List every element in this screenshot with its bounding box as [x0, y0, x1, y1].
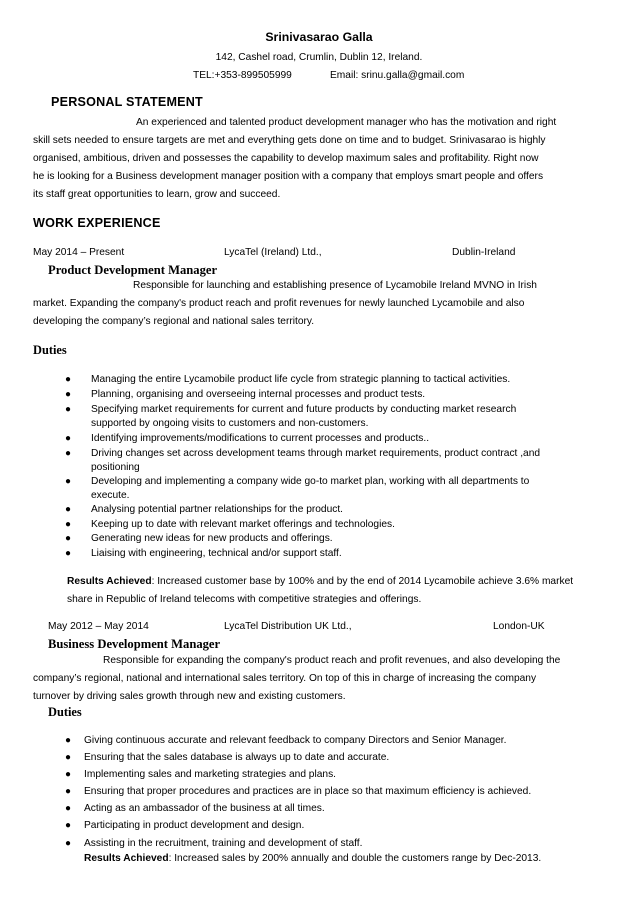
duty-item: Implementing sales and marketing strategies and plans. — [84, 769, 336, 780]
duty-item: Ensuring that proper procedures and practices are in place so that maximum efficiency is achieved. — [84, 786, 532, 797]
results-label: Results Achieved — [67, 576, 152, 587]
duty-item: Identifying improvements/modifications to current processes and products.. — [91, 433, 430, 444]
job-summary-line: company’s regional, national and international sales territory. On top of this in charge of increasing the company — [33, 673, 537, 684]
duty-item-continuation: positioning — [91, 462, 140, 473]
job-company: LycaTel Distribution UK Ltd., — [224, 621, 352, 632]
bullet-icon: ● — [65, 433, 72, 444]
bullet-icon: ● — [65, 533, 72, 544]
results-achieved — [84, 853, 541, 864]
bullet-icon: ● — [65, 448, 72, 459]
results-text: : Increased sales by 200% annually and double the customers range by Dec-2013. — [168, 853, 542, 864]
duty-item: Assisting in the recruitment, training and development of staff. — [84, 838, 363, 849]
duties-heading: Duties — [33, 343, 67, 357]
statement-line: skill sets needed to ensure targets are met and everything gets done on time and to budget. Srinivasarao is highly — [33, 135, 546, 146]
job-title: Business Development Manager — [48, 637, 221, 651]
email-address: Email: srinu.galla@gmail.com — [330, 70, 465, 81]
bullet-icon: ● — [65, 735, 72, 746]
results-achieved-continuation: share in Republic of Ireland telecoms with competitive strategies and offerings. — [67, 594, 422, 605]
bullet-icon: ● — [65, 374, 72, 385]
bullet-icon: ● — [65, 786, 72, 797]
duty-item: Driving changes set across development teams through market requirements, product contract ,and — [91, 448, 541, 459]
duty-item: Specifying market requirements for current and future products by conducting market research — [91, 404, 517, 415]
personal-statement-heading: PERSONAL STATEMENT — [51, 95, 203, 109]
job-title: Product Development Manager — [48, 263, 218, 277]
job-dates: May 2014 – Present — [33, 247, 125, 258]
job-location: London-UK — [493, 621, 545, 632]
job-dates: May 2012 – May 2014 — [48, 621, 149, 632]
work-experience-heading: WORK EXPERIENCE — [33, 216, 161, 230]
duty-item: Keeping up to date with relevant market offerings and technologies. — [91, 519, 395, 530]
job-summary-line: Responsible for launching and establishing presence of Lycamobile Ireland MVNO in Irish — [133, 280, 537, 291]
bullet-icon: ● — [65, 504, 72, 515]
job-location: Dublin-Ireland — [452, 247, 516, 258]
bullet-icon: ● — [65, 820, 72, 831]
results-text: : Increased customer base by 100% and by the end of 2014 Lycamobile achieve 3.6% market — [151, 576, 574, 587]
bullet-icon: ● — [65, 389, 72, 400]
duty-item-continuation: execute. — [91, 490, 130, 501]
address-line: 142, Cashel road, Crumlin, Dublin 12, Ireland. — [215, 52, 423, 63]
job-summary-line: turnover by driving sales growth through new and existing customers. — [33, 691, 346, 702]
candidate-name: Srinivasarao Galla — [265, 30, 373, 44]
results-label: Results Achieved — [84, 853, 169, 864]
duty-item-continuation: supported by ongoing visits to customers and non-customers. — [91, 418, 369, 429]
duty-item: Giving continuous accurate and relevant feedback to company Directors and Senior Manager. — [84, 735, 507, 746]
duty-item: Analysing potential partner relationships for the product. — [91, 504, 344, 515]
bullet-icon: ● — [65, 404, 72, 415]
duty-item: Planning, organising and overseeing internal processes and product tests. — [91, 389, 426, 400]
duty-item: Liaising with engineering, technical and/or support staff. — [91, 548, 342, 559]
job-summary-line: market. Expanding the company's product reach and profit revenues for newly launched Lycamobile and also — [33, 298, 525, 309]
duty-item: Managing the entire Lycamobile product life cycle from strategic planning to tactical activities. — [91, 374, 511, 385]
job-summary-line: developing the company’s regional and national sales territory. — [33, 316, 315, 327]
duty-item: Generating new ideas for new products and offerings. — [91, 533, 333, 544]
bullet-icon: ● — [65, 838, 72, 849]
duty-item: Participating in product development and design. — [84, 820, 305, 831]
statement-line: An experienced and talented product development manager who has the motivation and right — [136, 117, 557, 128]
bullet-icon: ● — [65, 519, 72, 530]
statement-line: he is looking for a Business development manager position with a company that employs smart people and offers — [33, 171, 544, 182]
bullet-icon: ● — [65, 752, 72, 763]
results-achieved — [67, 576, 573, 587]
bullet-icon: ● — [65, 548, 72, 559]
duty-item: Developing and implementing a company wide go-to market plan, working with all departments to — [91, 476, 530, 487]
statement-line: its staff great opportunities to learn, grow and succeed. — [33, 189, 281, 200]
duty-item: Ensuring that the sales database is always up to date and accurate. — [84, 752, 390, 763]
job-company: LycaTel (Ireland) Ltd., — [224, 247, 322, 258]
phone-number: TEL:+353-899505999 — [193, 70, 292, 81]
job-summary-line: Responsible for expanding the company's product reach and profit revenues, and also developing the — [103, 655, 561, 666]
duty-item: Acting as an ambassador of the business at all times. — [84, 803, 325, 814]
duties-heading: Duties — [48, 705, 82, 719]
statement-line: organised, ambitious, driven and possesses the capability to develop maximum sales and profitability. Right now — [33, 153, 539, 164]
bullet-icon: ● — [65, 476, 72, 487]
bullet-icon: ● — [65, 769, 72, 780]
bullet-icon: ● — [65, 803, 72, 814]
